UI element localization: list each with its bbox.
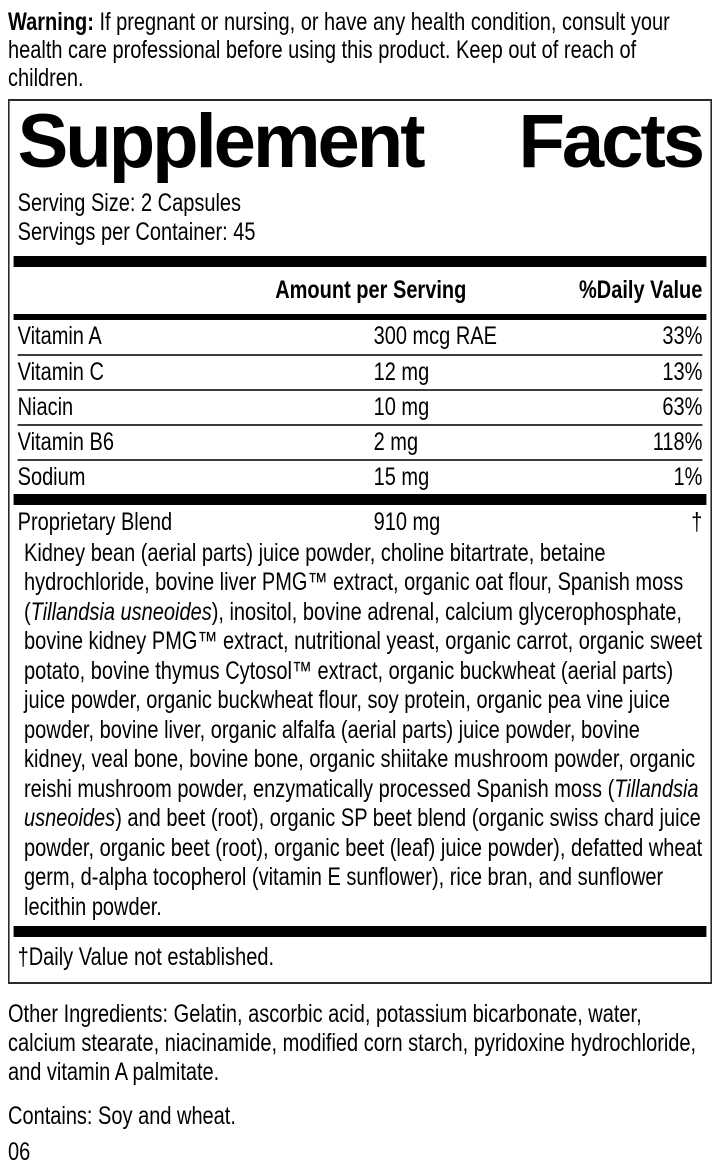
supplement-facts-panel [8, 99, 712, 984]
nutrient-dv: 63% [662, 392, 703, 421]
nutrient-amount: 300 mcg RAE [373, 322, 497, 351]
divider-bar-thick [14, 926, 707, 937]
servings-per-container: Servings per Container: 45 [17, 217, 256, 246]
blend-name: Proprietary Blend [17, 508, 173, 537]
nutrient-table [18, 320, 703, 494]
amount-column-header: Amount per Serving [275, 275, 467, 304]
nutrient-name: Vitamin B6 [17, 427, 114, 456]
nutrient-dv: 33% [662, 322, 703, 351]
label-root [0, 8, 720, 1167]
blend-dv-dagger: † [691, 508, 703, 537]
label-code: 06 [8, 1138, 31, 1167]
nutrient-name: Vitamin A [17, 322, 102, 351]
table-row [18, 389, 703, 424]
warning-paragraph [8, 8, 712, 92]
other-ingredients: Other Ingredients: Gelatin, ascorbic acid, potassium bicarbonate, water, calcium stearate, niacinamide, modified corn starch, pyridoxine hydrochloride, and vitamin A palmitate. [8, 1000, 697, 1087]
serving-size: Serving Size: 2 Capsules [17, 188, 242, 217]
allergen-contains: Contains: Soy and wheat. [8, 1102, 236, 1131]
warning-label: Warning: [8, 8, 94, 36]
table-row [18, 459, 703, 494]
table-row [18, 354, 703, 389]
table-row [18, 320, 703, 354]
daily-value-column-header: %Daily Value [579, 275, 703, 304]
panel-title-word-1: Supplement [17, 99, 423, 184]
nutrient-dv: 13% [662, 357, 703, 386]
nutrient-amount: 10 mg [373, 392, 430, 421]
nutrient-dv: 1% [673, 462, 703, 491]
nutrient-amount: 12 mg [373, 357, 430, 386]
daily-value-footnote: †Daily Value not established. [17, 943, 275, 972]
nutrient-amount: 2 mg [373, 427, 419, 456]
nutrient-name: Vitamin C [17, 357, 104, 386]
nutrient-name: Niacin [17, 392, 74, 421]
panel-title [17, 99, 703, 184]
proprietary-blend-row [18, 505, 703, 539]
nutrient-amount: 15 mg [373, 462, 430, 491]
divider-bar-thick [14, 256, 707, 267]
table-row [18, 424, 703, 459]
panel-title-word-2: Facts [518, 99, 703, 184]
blend-ingredient-list: Kidney bean (aerial parts) juice powder, choline bitartrate, betaine hydrochloride, bovine liver PMG™ extract, organic oat flour, Spanish moss (Tillandsia usneoides), inositol, bovine adrenal, calcium glycerophosphate, bovine kidney PMG™ extract, nutritional yeast, organic carrot, organic sweet potato, bovine thymus Cytosol™ extract, organic buckwheat (aerial parts) juice powder, organic buckwheat flour, soy protein, organic pea vine juice powder, bovine liver, organic alfalfa (aerial parts) juice powder, bovine kidney, veal bone, bovine bone, organic shiitake mushroom powder, organic reishi mushroom powder, enzymatically processed Spanish moss (Tillandsia usneoides) and beet (root), organic SP beet blend (organic swiss chard juice powder, organic beet (root), organic beet (leaf) juice powder), defatted wheat germ, d-alpha tocopherol (vitamin E sunflower), rice bran, and sunflower lecithin powder. [24, 538, 703, 921]
warning-text: If pregnant or nursing, or have any health condition, consult your health care professional before using this product. Keep out of reach of children. [8, 8, 670, 92]
divider-bar-thick [14, 494, 707, 505]
nutrient-dv: 118% [652, 427, 703, 456]
blend-amount: 910 mg [373, 508, 441, 537]
table-header-row [18, 267, 703, 314]
nutrient-name: Sodium [17, 462, 86, 491]
